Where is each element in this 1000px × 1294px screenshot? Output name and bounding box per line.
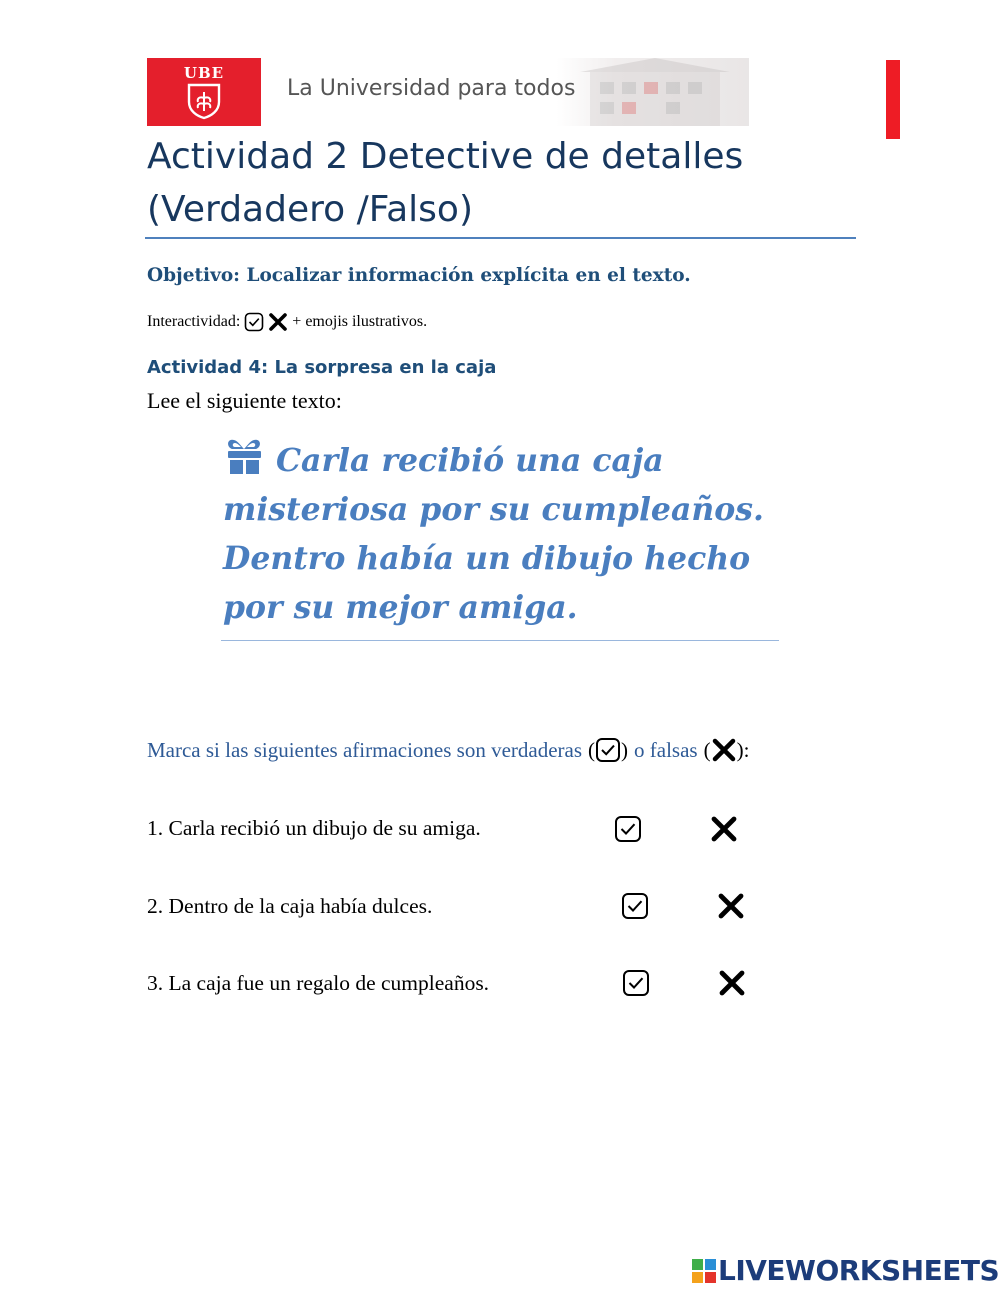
activity-heading: Actividad 4: La sorpresa en la caja [147, 357, 497, 378]
quote-divider [221, 640, 779, 641]
shield-icon [185, 82, 223, 120]
red-accent-bar [886, 60, 900, 139]
objective: Objetivo: Localizar información explícita en el texto. [147, 265, 691, 286]
cross-icon [718, 969, 746, 997]
mark-instruction-false-text: o falsas [634, 737, 698, 762]
page-title: Actividad 2 Detective de detalles (Verdadero /Falso) [147, 136, 744, 230]
tagline: La Universidad para todos [287, 76, 576, 101]
gift-icon [223, 436, 265, 476]
cross-icon [717, 892, 745, 920]
paren-close: ) [621, 737, 629, 762]
paren-open: ( [588, 737, 596, 762]
cross-icon [268, 312, 288, 332]
read-instruction: Lee el siguiente texto: [147, 388, 342, 413]
interactivity-label: Interactividad: [147, 313, 241, 330]
liveworksheets-logo [692, 1254, 999, 1287]
cross-icon [710, 815, 738, 843]
story-quote [223, 436, 783, 632]
quote-text: Carla recibió una caja misteriosa por su cumpleaños. Dentro había un dibujo hecho por su mejor amiga. [223, 442, 764, 626]
true-button-2[interactable] [621, 892, 649, 920]
true-button-1[interactable] [614, 815, 642, 843]
liveworksheets-brand: LIVEWORKSHEETS [718, 1254, 1000, 1287]
cross-icon [711, 737, 737, 763]
check-box-icon [621, 892, 649, 920]
statement-3: 3. La caja fue un regalo de cumpleaños. [147, 971, 490, 995]
statement-2: 2. Dentro de la caja había dulces. [147, 894, 433, 918]
check-box-icon [244, 312, 264, 332]
check-box-icon [595, 737, 621, 763]
liveworksheets-mark-icon [692, 1259, 716, 1283]
paren-close: ): [736, 737, 750, 762]
check-box-icon [614, 815, 642, 843]
mark-instruction [147, 737, 749, 763]
paren-open: ( [703, 737, 711, 762]
statement-1: 1. Carla recibió un dibujo de su amiga. [147, 816, 481, 840]
false-button-3[interactable] [718, 969, 746, 997]
interactivity-line [147, 312, 427, 332]
interactivity-suffix: + emojis ilustrativos. [292, 313, 428, 330]
false-button-2[interactable] [717, 892, 745, 920]
mark-instruction-text: Marca si las siguientes afirmaciones son verdaderas [147, 737, 583, 762]
false-button-1[interactable] [710, 815, 738, 843]
check-box-icon [622, 969, 650, 997]
title-divider [145, 237, 856, 239]
building-image [560, 58, 749, 126]
logo-text: UBE [183, 64, 225, 82]
ube-logo [147, 58, 261, 126]
true-button-3[interactable] [622, 969, 650, 997]
